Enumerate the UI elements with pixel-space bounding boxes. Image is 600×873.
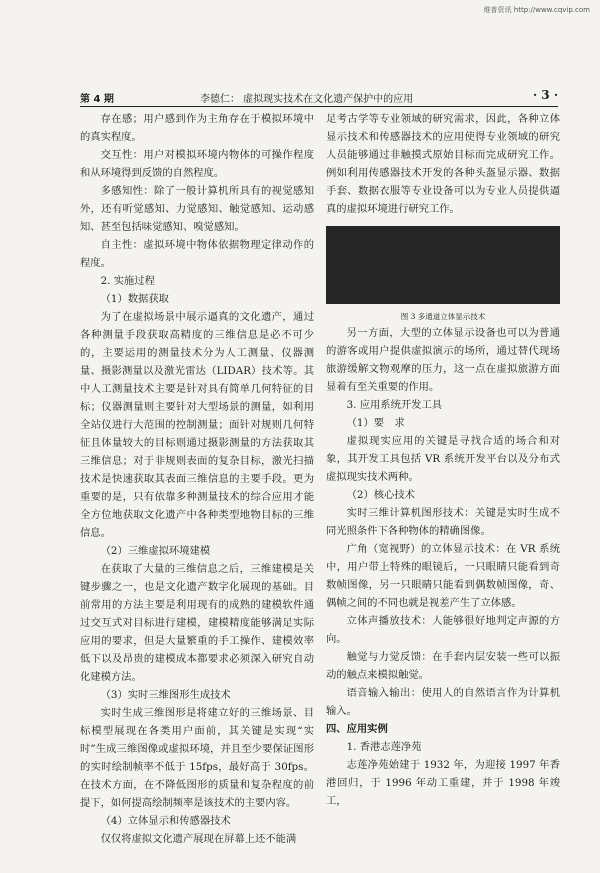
paragraph: 为了在虚拟场景中展示逼真的文化遗产，通过各种测量手段获取高精度的三维信息是必不可少的，主要运用的测量技术分为人工测量、仪器测量、摄影测量以及激光雷达（LIDAR）技术等。其中人工测量技术主要是针对具有简单几何特征的目标；仪器测量则主要针对大型场景的测量，如利用全站仪进行大范围的控制测量；面针对规则几何特征且体量较大的目标则通过摄影测量的方法获取其三维信息；对于非规则表面的复杂目标，激光扫描技术是快速获取其表面三维信息的主要手段。更为重要的是，只有依靠多种测量技术的综合应用才能全方位地获取文化遗产中各种类型地物目标的三维信息。: [80, 311, 314, 539]
left-column: [80, 110, 314, 848]
paragraph: 虚拟现实应用的关键是寻找合适的场合和对象，其开发工具包括 VR 系统开发平台以及分布式虚拟现实技术两种。: [326, 435, 560, 483]
right-column: [326, 110, 560, 810]
paragraph: 交互性：用户对模拟环境内物体的可操作程度和从环境得到反馈的自然程度。: [80, 149, 314, 179]
subsection-heading: （2）三维虚拟环境建模: [100, 545, 211, 557]
watermark: 维普资讯 http://www.cqvip.com: [483, 6, 590, 14]
section-heading: 四、应用实例: [326, 723, 388, 735]
paragraph: 实时三维计算机图形技术：关键是实时生成不同光照条件下各种物体的精确图像。: [326, 507, 560, 537]
subsection-heading: 1. 香港志莲净苑: [346, 741, 422, 753]
figure-3-image: [326, 226, 560, 304]
subsection-heading: （1）要 求: [346, 417, 405, 429]
paragraph: 足考古学等专业领域的研究需求，因此，各种立体显示技术和传感器技术的应用使得专业领域的研究人员能够通过非触摸式原始目标而完成研究工作。例如利用传感器技术开发的各种头盔显示器、数据手套、数据衣服等专业设备可以为专业人员提供逼真的虚拟环境进行研究工作。: [326, 113, 560, 215]
article-title: 李德仁： 虚拟现实技术在文化遗产保护中的应用: [200, 94, 414, 105]
subsection-heading: （4）立体显示和传感器技术: [100, 815, 231, 827]
paragraph: 自主性：虚拟环境中物体依据物理定律动作的程度。: [80, 239, 314, 269]
subsection-heading: 2. 实施过程: [100, 275, 155, 287]
page-number: · 3 ·: [532, 88, 558, 102]
paragraph: 多感知性：除了一般计算机所具有的视觉感知外，还有听觉感知、力觉感知、触觉感知、运动感知、甚至包括味觉感知、嗅觉感知。: [80, 185, 314, 233]
paragraph: 立体声播放技术：人能够很好地判定声源的方向。: [326, 615, 560, 645]
paragraph: 语音输入输出：使用人的自然语言作为计算机输入。: [326, 687, 560, 717]
paragraph: 志莲净苑始建于 1932 年，为迎接 1997 年香港回归，于 1996 年动工重建，并于 1998 年竣工，: [326, 759, 560, 807]
paragraph: 实时生成三维图形是将建立好的三维场景、目标模型展现在各类用户面前，其关键是实现“实时”生成三维图像或虚拟环境，并且至少要保证图形的实时绘制帧率不低于 15fps，最好高于 30fps。在技术方面，在不降低图形的质量和复杂程度的前提下，如何提高绘制频率是该技术的主要内容。: [80, 707, 314, 809]
subsection-heading: （1）数据获取: [100, 293, 169, 305]
issue-number: 第 4 期: [80, 94, 114, 105]
subsection-heading: 3. 应用系统开发工具: [346, 399, 443, 411]
paragraph: 广角（宽视野）的立体显示技术：在 VR 系统中，用户带上特殊的眼镜后，一只眼睛只能看到奇数帧图像，另一只眼睛只能看到偶数帧图像，奇、偶帧之间的不同也就是视差产生了立体感。: [326, 543, 560, 609]
figure-caption: 图 3 多通道立体显示技术: [400, 312, 486, 321]
subsection-heading: （2）核心技术: [346, 489, 415, 501]
paragraph: 存在感；用户感到作为主角存在于模拟环境中的真实程度。: [80, 113, 314, 143]
paragraph: 在获取了大量的三维信息之后，三维建模是关键步骤之一，也是文化遗产数字化展现的基础。目前常用的方法主要是利用现有的成熟的建模软件通过交互式对目标进行建模，建模精度能够满足实际应用的要求，但是大量繁重的手工操作、建模效率低下以及昂贵的建模成本都要求必须深入研究自动化建模方法。: [80, 563, 314, 683]
subsection-heading: （3）实时三维图形生成技术: [100, 689, 231, 701]
paragraph: 触觉与力觉反馈：在手套内层安装一些可以振动的触点来模拟触觉。: [326, 651, 560, 681]
header-rule: [80, 106, 558, 107]
paragraph: 另一方面，大型的立体显示设备也可以为普通的游客或用户提供虚拟演示的场所，通过替代现场旅游缓解文物观摩的压力，这一点在虚拟旅游方面显着有至关重要的作用。: [326, 327, 560, 393]
running-header: [80, 90, 558, 106]
paragraph: 仅仅将虚拟文化遗产展现在屏幕上还不能满: [100, 833, 297, 845]
